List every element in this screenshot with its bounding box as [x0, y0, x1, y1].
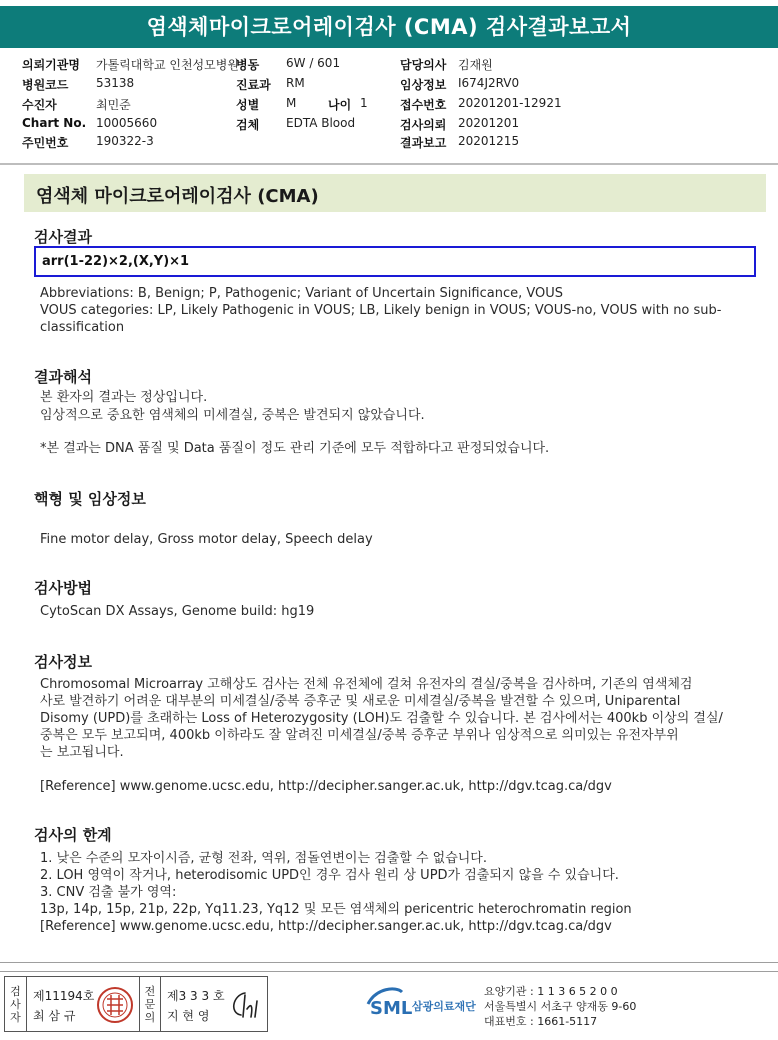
ward-value: 6W / 601: [286, 56, 341, 70]
sex-value: M: [286, 96, 297, 110]
address-line-1: 요양기관 : 1 1 3 6 5 2 0 0: [484, 985, 618, 998]
result-heading: 검사결과: [34, 228, 92, 246]
address-line-3: 대표번호 : 1661-5117: [484, 1015, 598, 1028]
method-heading: 검사방법: [34, 579, 92, 597]
sex-label: 성별: [236, 98, 260, 112]
specialist-signature-icon: [227, 987, 265, 1023]
abbreviations-line-1: Abbreviations: B, Benign; P, Pathogenic; Variant of Uncertain Significance, VOUS: [40, 286, 564, 301]
examiner-char-2: 사: [10, 997, 21, 1011]
report-date-value: 20201215: [458, 134, 520, 148]
examiner-char-3: 자: [10, 1010, 21, 1024]
clinical-label: 임상정보: [400, 78, 447, 92]
institution-label: 의뢰기관명: [22, 58, 80, 72]
specialist-vertical-label: [139, 977, 161, 1031]
request-value: 20201201: [458, 116, 520, 130]
examiner-name: 최 삼 규: [33, 1009, 76, 1023]
header-divider: [0, 163, 778, 165]
method-text: CytoScan DX Assays, Genome build: hg19: [40, 604, 315, 619]
patient-label: 수진자: [22, 98, 57, 112]
test-info-reference: [Reference] www.genome.ucsc.edu, http://decipher.sanger.ac.uk, http://dgv.tcag.ca/dgv: [40, 779, 612, 794]
clinical-value: I674J2RV0: [458, 76, 520, 90]
org-name: 삼광의료재단: [412, 1000, 476, 1013]
receipt-value: 20201201-12921: [458, 96, 562, 110]
signature-box: [4, 976, 268, 1032]
clinical-info-text: Fine motor delay, Gross motor delay, Speech delay: [40, 532, 373, 547]
limits-line-1: 1. 낮은 수준의 모자이시즘, 균형 전좌, 역위, 점돌연변이는 검출할 수 없습니다.: [40, 851, 487, 866]
dept-label: 진료과: [236, 78, 271, 92]
examiner-seal-icon: [95, 985, 135, 1025]
chart-label: Chart No.: [22, 116, 87, 130]
footer-divider-2: [0, 971, 778, 972]
test-info-line-2: 사로 발견하기 어려운 대부분의 미세결실/중복 증후군 및 새로운 미세결실/중복을 발견할 수 있으며, Uniparental: [40, 694, 681, 709]
specialist-name: 지 현 영: [167, 1009, 210, 1023]
test-info-line-1: Chromosomal Microarray 고해상도 검사는 전체 유전체에 걸쳐 유전자의 결실/중복을 검사하며, 기존의 염색체검: [40, 677, 693, 692]
specialist-char-3: 의: [144, 1010, 156, 1024]
limits-line-2: 2. LOH 영역이 작거나, heterodisomic UPD인 경우 검사 원리 상 UPD가 검출되지 않을 수 있습니다.: [40, 868, 619, 883]
patient-value: 최민준: [96, 98, 131, 112]
test-info-line-3: Disomy (UPD)를 초래하는 Loss of Heterozygosity (LOH)도 검출할 수 있습니다. 본 검사에서는 400kb 이상의 결실/: [40, 711, 723, 726]
receipt-label: 접수번호: [400, 98, 447, 112]
limits-reference: [Reference] www.genome.ucsc.edu, http://decipher.sanger.ac.uk, http://dgv.tcag.ca/dgv: [40, 919, 612, 934]
test-info-line-4: 중복은 모두 보고되며, 400kb 이하라도 잘 알려진 미세결실/중복 증후군 부위나 임상적으로 의미있는 유전자부위: [40, 728, 679, 743]
specialist-char-2: 문: [144, 997, 156, 1011]
footer-divider: [0, 962, 778, 963]
institution-address: [484, 984, 636, 1029]
institution-value: 가톨릭대학교 인천성모병원: [96, 58, 239, 72]
interpretation-line-2: 임상적으로 중요한 염색체의 미세결실, 중복은 발견되지 않았습니다.: [40, 408, 425, 423]
limits-line-3: 3. CNV 검출 불가 영역:: [40, 885, 177, 900]
specimen-label: 검체: [236, 118, 260, 132]
doctor-label: 담당의사: [400, 58, 447, 72]
age-value: 1: [360, 96, 368, 110]
logo-text: SML: [370, 998, 413, 1019]
report-date-label: 결과보고: [400, 136, 447, 150]
limits-line-4: 13p, 14p, 15p, 21p, 22p, Yq11.23, Yq12 및 모든 염색체의 pericentric heterochromatin region: [40, 902, 632, 917]
hospital-code-label: 병원코드: [22, 78, 69, 92]
dept-value: RM: [286, 76, 305, 90]
section-title: 염색체 마이크로어레이검사 (CMA): [24, 174, 766, 212]
age-label: 나이: [328, 98, 352, 112]
specialist-number: 제3 3 3 호: [167, 989, 225, 1003]
result-value: arr(1-22)×2,(X,Y)×1: [34, 246, 756, 277]
chart-value: 10005660: [96, 116, 158, 130]
specialist-char-1: 전: [144, 984, 156, 998]
test-info-line-5: 는 보고됩니다.: [40, 745, 124, 760]
clinical-info-heading: 핵형 및 임상정보: [34, 490, 146, 508]
interpretation-note: *본 결과는 DNA 품질 및 Data 품질이 정도 관리 기준에 모두 적합하다고 판정되었습니다.: [40, 441, 550, 456]
sml-logo-icon: [366, 984, 478, 1020]
doctor-value: 김재원: [458, 58, 493, 72]
request-label: 검사의뢰: [400, 118, 447, 132]
abbreviations-line-2: VOUS categories: LP, Likely Pathogenic in VOUS; LB, Likely benign in VOUS; VOUS-no, VOUS with no sub-: [40, 303, 722, 318]
limits-heading: 검사의 한계: [34, 826, 112, 844]
examiner-number: 제11194호: [33, 989, 95, 1003]
abbreviations-line-3: classification: [40, 320, 125, 335]
id-label: 주민번호: [22, 136, 69, 150]
patient-info: [22, 54, 762, 154]
ward-label: 병동: [236, 58, 260, 72]
id-value: 190322-3: [96, 134, 154, 148]
examiner-char-1: 검: [10, 984, 21, 998]
report-title: 염색체마이크로어레이검사 (CMA) 검사결과보고서: [0, 6, 778, 48]
examiner-vertical-label: [5, 977, 27, 1031]
sml-logo: [366, 984, 478, 1024]
interpretation-line-1: 본 환자의 결과는 정상입니다.: [40, 390, 208, 405]
specimen-value: EDTA Blood: [286, 116, 356, 130]
hospital-code-value: 53138: [96, 76, 135, 90]
address-line-2: 서울특별시 서초구 양재동 9-60: [484, 1000, 637, 1013]
interpretation-heading: 결과해석: [34, 368, 92, 386]
test-info-heading: 검사정보: [34, 653, 92, 671]
